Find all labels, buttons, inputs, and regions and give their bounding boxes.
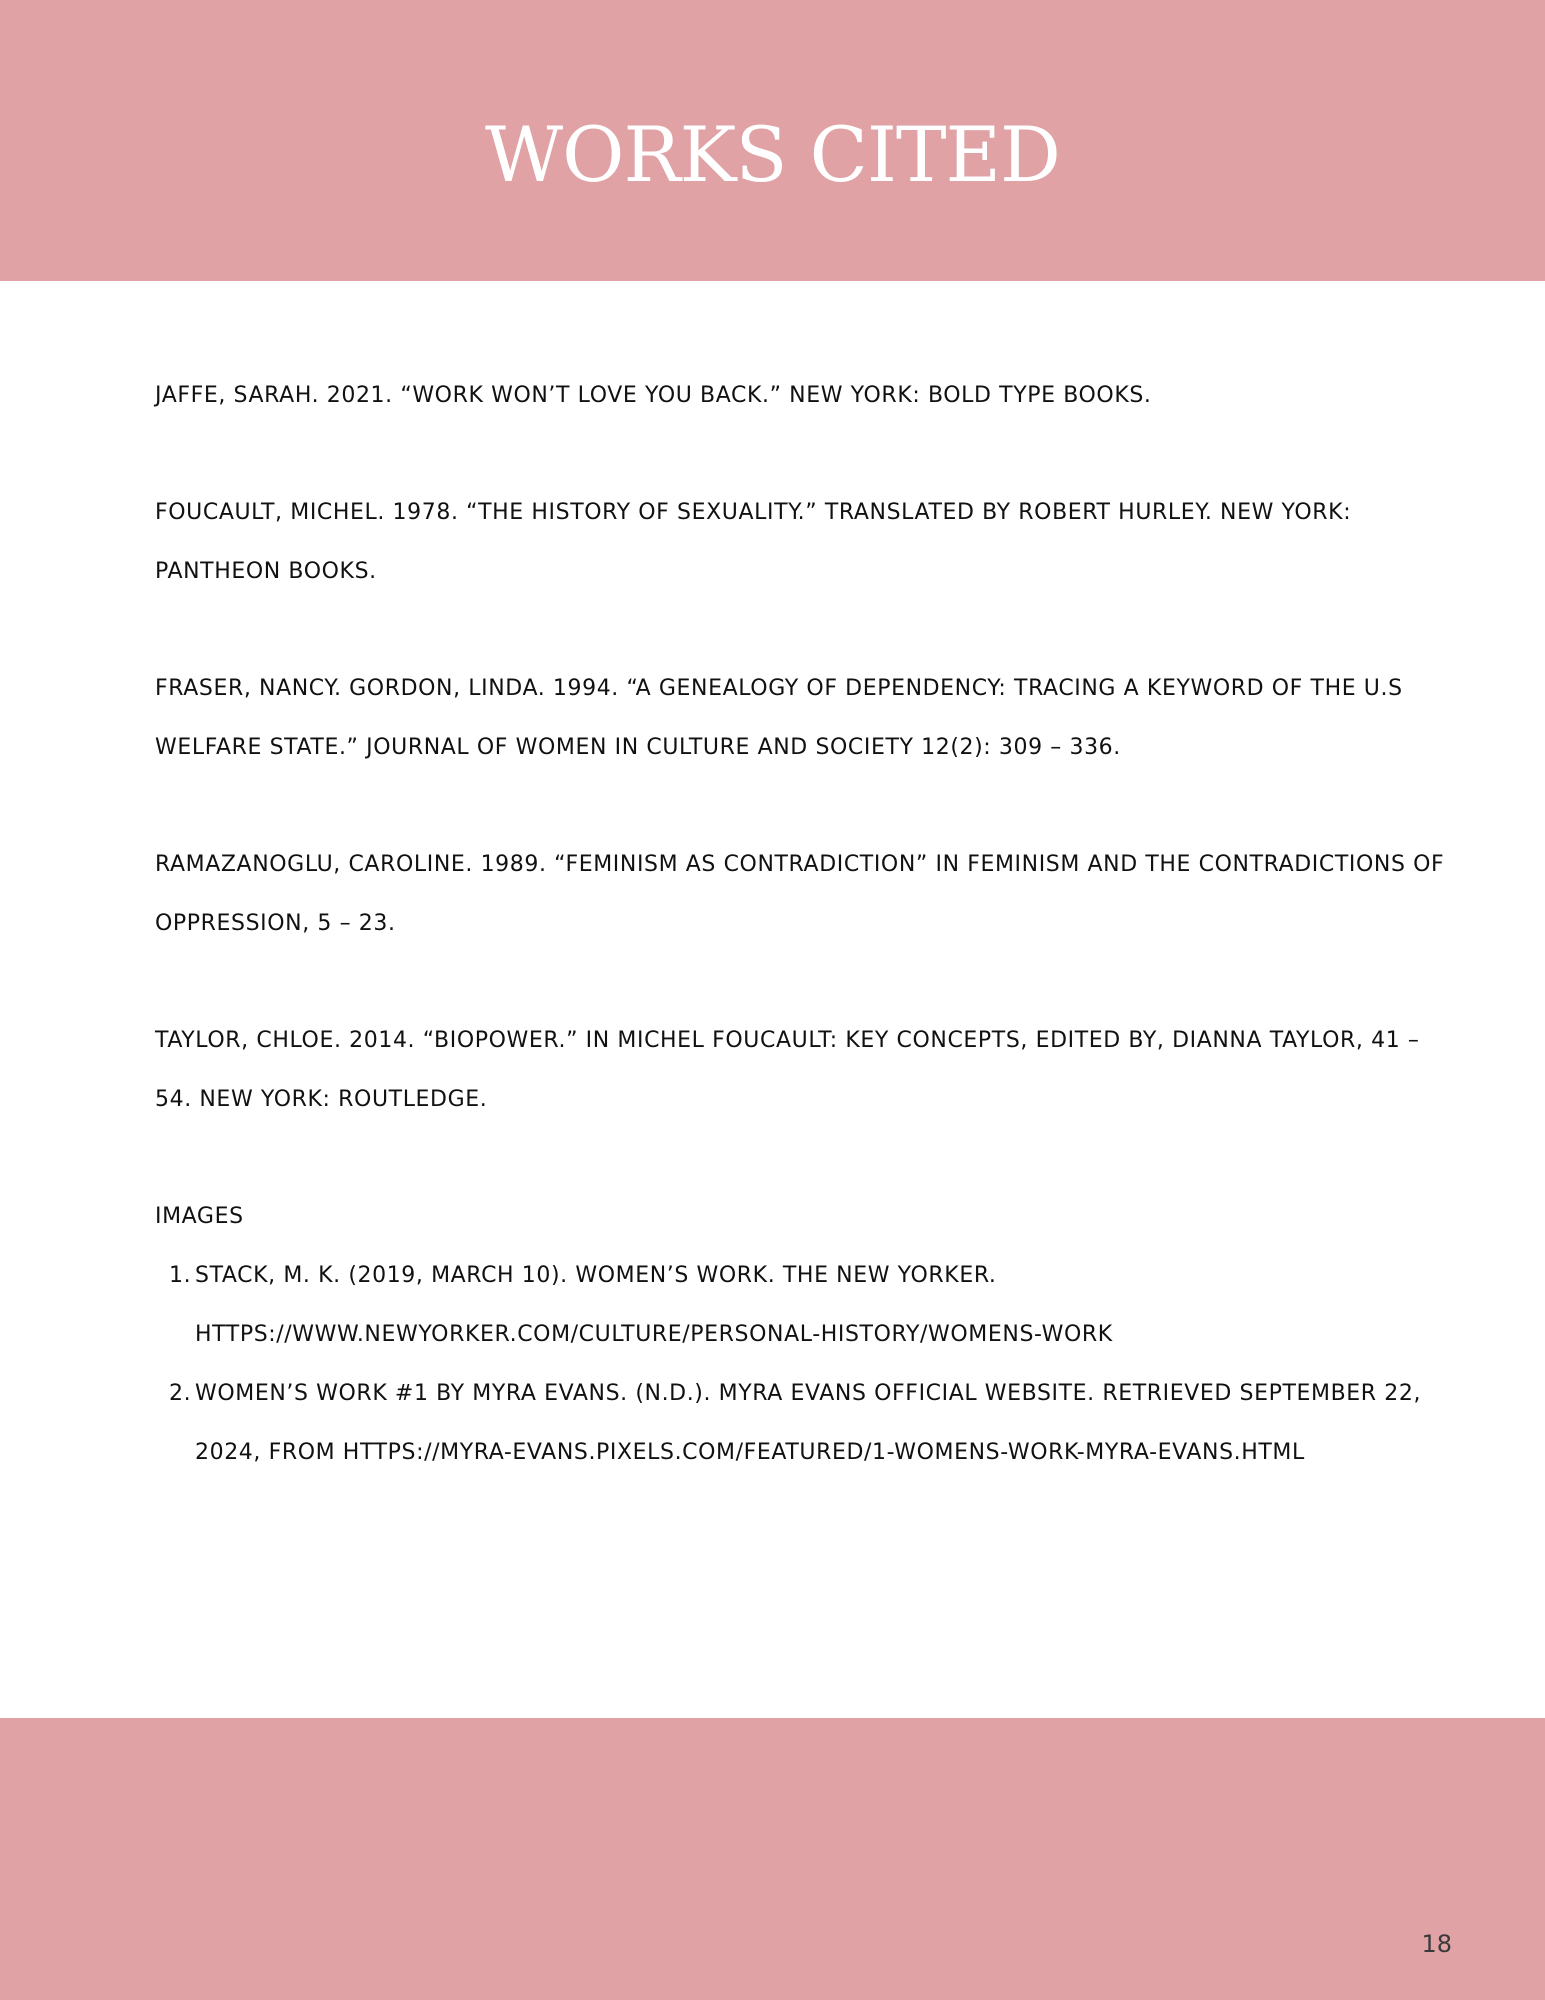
footer-band xyxy=(0,1718,1545,2000)
images-heading: IMAGES xyxy=(155,1204,244,1229)
citation-ramazanoglu: RAMAZANOGLU, CAROLINE. 1989. “FEMINISM AS CONTRADICTION” IN FEMINISM AND THE CONTRADICTIONS OF OPPRESSION, 5 – 23. xyxy=(155,852,1445,936)
page-number: 18 xyxy=(1421,1930,1452,1958)
citation-fraser-gordon: FRASER, NANCY. GORDON, LINDA. 1994. “A GENEALOGY OF DEPENDENCY: TRACING A KEYWORD OF THE U.S WELFARE STATE.” JOURNAL OF WOMEN IN CULTURE AND SOCIETY 12(2): 309 – 336. xyxy=(155,676,1403,760)
page-title: WORKS CITED xyxy=(485,110,1060,199)
list-number: 2. xyxy=(169,1381,192,1406)
citation-taylor: TAYLOR, CHLOE. 2014. “BIOPOWER.” IN MICHEL FOUCAULT: KEY CONCEPTS, EDITED BY, DIANNA TAYLOR, 41 – 54. NEW YORK: ROUTLEDGE. xyxy=(155,1028,1420,1112)
image-credit-item xyxy=(155,1246,1455,1364)
image-credits-list xyxy=(155,1246,1455,1482)
list-number: 1. xyxy=(169,1263,192,1288)
image-credit-text: STACK, M. K. (2019, MARCH 10). WOMEN’S WORK. THE NEW YORKER. HTTPS://WWW.NEWYORKER.COM/CULTURE/PERSONAL-HISTORY/WOMENS-WORK xyxy=(195,1263,1113,1347)
works-cited-list xyxy=(155,366,1455,1482)
citation-jaffe: JAFFE, SARAH. 2021. “WORK WON’T LOVE YOU BACK.” NEW YORK: BOLD TYPE BOOKS. xyxy=(155,383,1152,408)
citation-foucault: FOUCAULT, MICHEL. 1978. “THE HISTORY OF SEXUALITY.” TRANSLATED BY ROBERT HURLEY. NEW YORK: PANTHEON BOOKS. xyxy=(155,500,1352,584)
image-credit-item xyxy=(155,1364,1455,1482)
image-credit-text: WOMEN’S WORK #1 BY MYRA EVANS. (N.D.). MYRA EVANS OFFICIAL WEBSITE. RETRIEVED SEPTEMBER 22, 2024, FROM HTTPS://MYRA-EVANS.PIXELS.COM/FEATURED/1-WOMENS-WORK-MYRA-EVANS.HTML xyxy=(195,1381,1422,1465)
